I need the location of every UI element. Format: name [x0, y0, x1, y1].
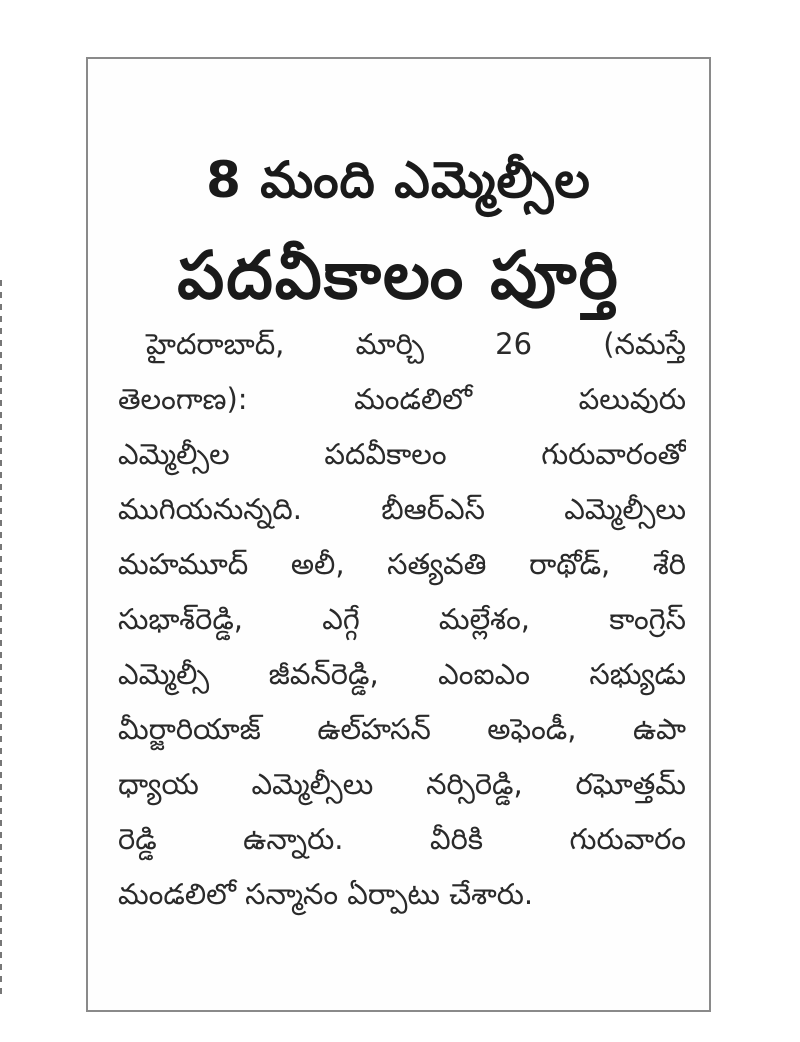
- body-line: మండలిలో సన్మానం ఏర్పాటు చేశారు.: [118, 877, 534, 911]
- body-line: హైదరాబాద్, మార్చి 26 (నమస్తే: [146, 327, 686, 361]
- headline-line-1: 8 మంది ఎమ్మెల్సీల: [206, 151, 591, 209]
- body-line: ఎమ్మెల్సీల పదవీకాలం గురువారంతో: [118, 437, 686, 471]
- body-line: ధ్యాయ ఎమ్మెల్సీలు నర్సిరెడ్డి, రఘోత్తమ్: [118, 767, 686, 801]
- headline-line-2: పదవీకాలం పూర్తి: [177, 237, 620, 314]
- body-line: మీర్జారియాజ్ ఉల్‌హసన్ అఫెండీ, ఉపా: [118, 712, 686, 746]
- body-line: మహమూద్ అలీ, సత్యవతి రాథోడ్, శేరి: [118, 547, 686, 581]
- body-line: సుభాశ్‌రెడ్డి, ఎగ్గే మల్లేశం, కాంగ్రెస్: [118, 602, 686, 636]
- column-divider: [0, 280, 2, 1000]
- body-line: తెలంగాణ): మండలిలో పలువురు: [118, 382, 686, 416]
- body-line: రెడ్డి ఉన్నారు. వీరికి గురువారం: [118, 822, 686, 856]
- news-clipping: [86, 57, 711, 1012]
- body-line: ముగియనున్నది. బీఆర్ఎస్ ఎమ్మెల్సీలు: [118, 492, 686, 526]
- article-body: [118, 317, 686, 922]
- body-line: ఎమ్మెల్సీ జీవన్‌రెడ్డి, ఎంఐఎం సభ్యుడు: [118, 657, 686, 691]
